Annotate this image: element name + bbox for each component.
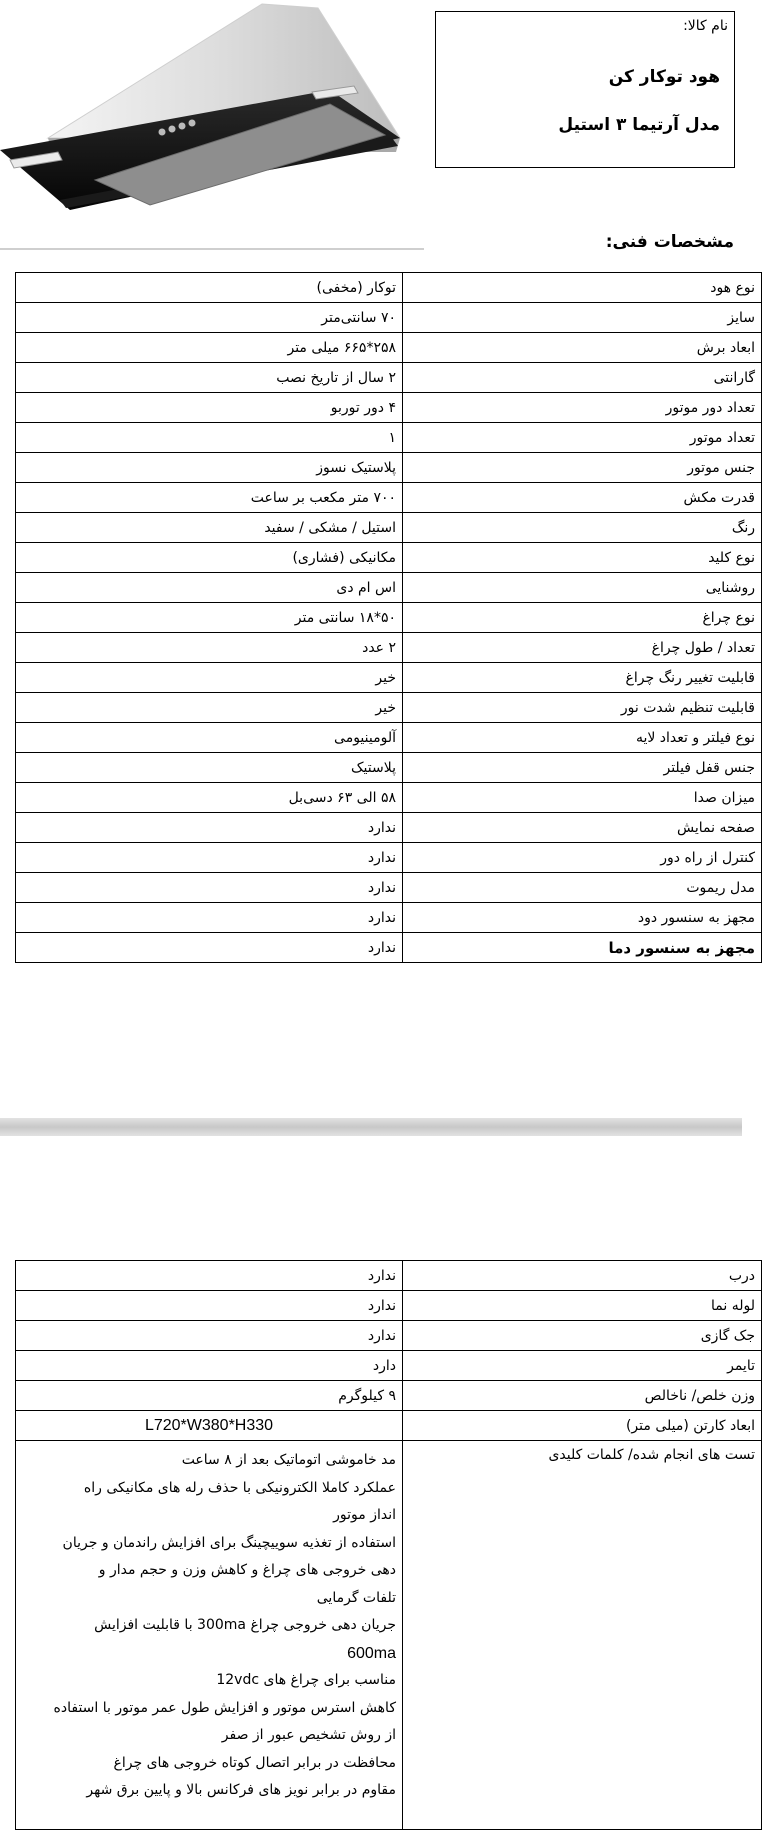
spec-value: اس ام دی	[16, 573, 403, 603]
spec-value: ندارد	[16, 933, 403, 963]
spec-key: مجهز به سنسور دما	[403, 933, 762, 963]
tests-list	[22, 1447, 396, 1805]
table-row	[16, 453, 762, 483]
spec-value: دارد	[16, 1351, 403, 1381]
spec-key: نوع کلید	[403, 543, 762, 573]
table-row	[16, 513, 762, 543]
product-name: هود توکار کن	[608, 67, 720, 87]
spec-key: جنس قفل فیلتر	[403, 753, 762, 783]
spec-value: ندارد	[16, 843, 403, 873]
test-item: دهی خروجی های چراغ و کاهش وزن و حجم مدار و	[98, 1562, 396, 1578]
test-item: از روش تشخیص عبور از صفر	[221, 1727, 396, 1743]
product-photo	[0, 0, 424, 250]
spec-value: ندارد	[16, 1291, 403, 1321]
table-row	[16, 663, 762, 693]
spec-key: قابلیت تغییر رنگ چراغ	[403, 663, 762, 693]
table-row	[16, 273, 762, 303]
spec-key: جک گازی	[403, 1321, 762, 1351]
test-item: انداز موتور	[333, 1507, 396, 1523]
photo-shadow	[0, 248, 424, 250]
spec-key: جنس موتور	[403, 453, 762, 483]
spec-value: ندارد	[16, 1321, 403, 1351]
spec-value: ندارد	[16, 1261, 403, 1291]
table-row	[16, 543, 762, 573]
range-hood-image	[0, 0, 424, 250]
spec-key: وزن خلص/ ناخالص	[403, 1381, 762, 1411]
table-row	[16, 933, 762, 963]
table-row	[16, 333, 762, 363]
spec-value: مکانیکی (فشاری)	[16, 543, 403, 573]
table-row	[16, 873, 762, 903]
spec-key: روشنایی	[403, 573, 762, 603]
table-row	[16, 693, 762, 723]
spec-key: ابعاد برش	[403, 333, 762, 363]
table-row	[16, 1351, 762, 1381]
spec-key: ابعاد کارتن (میلی متر)	[403, 1411, 762, 1441]
test-item: مد خاموشی اتوماتیک بعد از ۸ ساعت	[181, 1452, 396, 1468]
product-model: مدل آرتیما ۳ استیل	[558, 115, 720, 135]
spec-key: صفحه نمایش	[403, 813, 762, 843]
spec-value: ندارد	[16, 903, 403, 933]
table-row	[16, 813, 762, 843]
spec-value: آلومینیومی	[16, 723, 403, 753]
spec-value: خیر	[16, 693, 403, 723]
spec-key: مدل ریموت	[403, 873, 762, 903]
spec-key: نوع هود	[403, 273, 762, 303]
table-row	[16, 1381, 762, 1411]
spec-key: گارانتی	[403, 363, 762, 393]
spec-value: ۲ عدد	[16, 633, 403, 663]
test-item: تلفات گرمایی	[316, 1589, 396, 1606]
spec-key: مجهز به سنسور دود	[403, 903, 762, 933]
table-row	[16, 1261, 762, 1291]
spec-value: ندارد	[16, 813, 403, 843]
spec-value: استیل / مشکی / سفید	[16, 513, 403, 543]
table-row	[16, 1441, 762, 1830]
spec-value: L720*W380*H330	[16, 1411, 403, 1441]
table-row	[16, 573, 762, 603]
spec-value: ۷۰۰ متر مکعب بر ساعت	[16, 483, 403, 513]
table-row	[16, 1321, 762, 1351]
test-item: 600ma	[347, 1644, 396, 1662]
test-item: محافظت در برابر اتصال کوتاه خروجی های چراغ	[113, 1754, 396, 1771]
table-row	[16, 783, 762, 813]
table-row	[16, 303, 762, 333]
spec-key: نوع فیلتر و تعداد لایه	[403, 723, 762, 753]
product-name-label: نام کالا:	[683, 18, 728, 34]
test-item: عملکرد کاملا الکترونیکی با حذف رله های مکانیکی راه	[83, 1479, 396, 1496]
test-item: کاهش استرس موتور و افزایش طول عمر موتور با استفاده	[53, 1699, 396, 1716]
table-row	[16, 633, 762, 663]
spec-key: تعداد موتور	[403, 423, 762, 453]
table-row	[16, 723, 762, 753]
spec-key: تایمر	[403, 1351, 762, 1381]
spec-key: لوله نما	[403, 1291, 762, 1321]
spec-key: رنگ	[403, 513, 762, 543]
spec-key: سایز	[403, 303, 762, 333]
spec-key: تست های انجام شده/ کلمات کلیدی	[403, 1441, 762, 1830]
page-separator	[0, 1118, 742, 1136]
table-row	[16, 483, 762, 513]
table-row	[16, 1291, 762, 1321]
spec-key: نوع چراغ	[403, 603, 762, 633]
table-row	[16, 1411, 762, 1441]
test-item: جریان دهی خروجی چراغ 300ma با قابلیت افزایش	[94, 1617, 396, 1633]
spec-key: کنترل از راه دور	[403, 843, 762, 873]
table-row	[16, 423, 762, 453]
spec-key: قابلیت تنظیم شدت نور	[403, 693, 762, 723]
table-row	[16, 753, 762, 783]
spec-value: خیر	[16, 663, 403, 693]
section-title: مشخصات فنی:	[605, 232, 734, 252]
spec-value: ۹ کیلوگرم	[16, 1381, 403, 1411]
spec-table-continued	[15, 1260, 762, 1830]
table-row	[16, 903, 762, 933]
spec-value	[16, 1441, 403, 1830]
spec-value: پلاستیک نسوز	[16, 453, 403, 483]
spec-key: تعداد دور موتور	[403, 393, 762, 423]
product-name-box	[435, 11, 735, 168]
test-item: مقاوم در برابر نویز های فرکانس بالا و پایین برق شهر	[86, 1782, 396, 1798]
spec-key: تعداد / طول چراغ	[403, 633, 762, 663]
spec-value: ۱	[16, 423, 403, 453]
spec-value: ۵۰*۱۸ سانتی متر	[16, 603, 403, 633]
spec-value: ۲ سال از تاریخ نصب	[16, 363, 403, 393]
spec-value: ۷۰ سانتی‌متر	[16, 303, 403, 333]
spec-value: ۵۸ الی ۶۳ دسی‌بل	[16, 783, 403, 813]
spec-key: قدرت مکش	[403, 483, 762, 513]
spec-value: پلاستیک	[16, 753, 403, 783]
spec-value: توکار (مخفی)	[16, 273, 403, 303]
spec-key: درب	[403, 1261, 762, 1291]
spec-table	[15, 272, 762, 963]
spec-value: ۲۵۸*۶۶۵ میلی متر	[16, 333, 403, 363]
spec-key: میزان صدا	[403, 783, 762, 813]
table-row	[16, 393, 762, 423]
table-row	[16, 603, 762, 633]
test-item: استفاده از تغذیه سوییچینگ برای افزایش راندمان و جریان	[62, 1534, 396, 1551]
test-item: مناسب برای چراغ های 12vdc	[216, 1672, 396, 1688]
spec-value: ندارد	[16, 873, 403, 903]
table-row	[16, 363, 762, 393]
spec-value: ۴ دور توربو	[16, 393, 403, 423]
table-row	[16, 843, 762, 873]
